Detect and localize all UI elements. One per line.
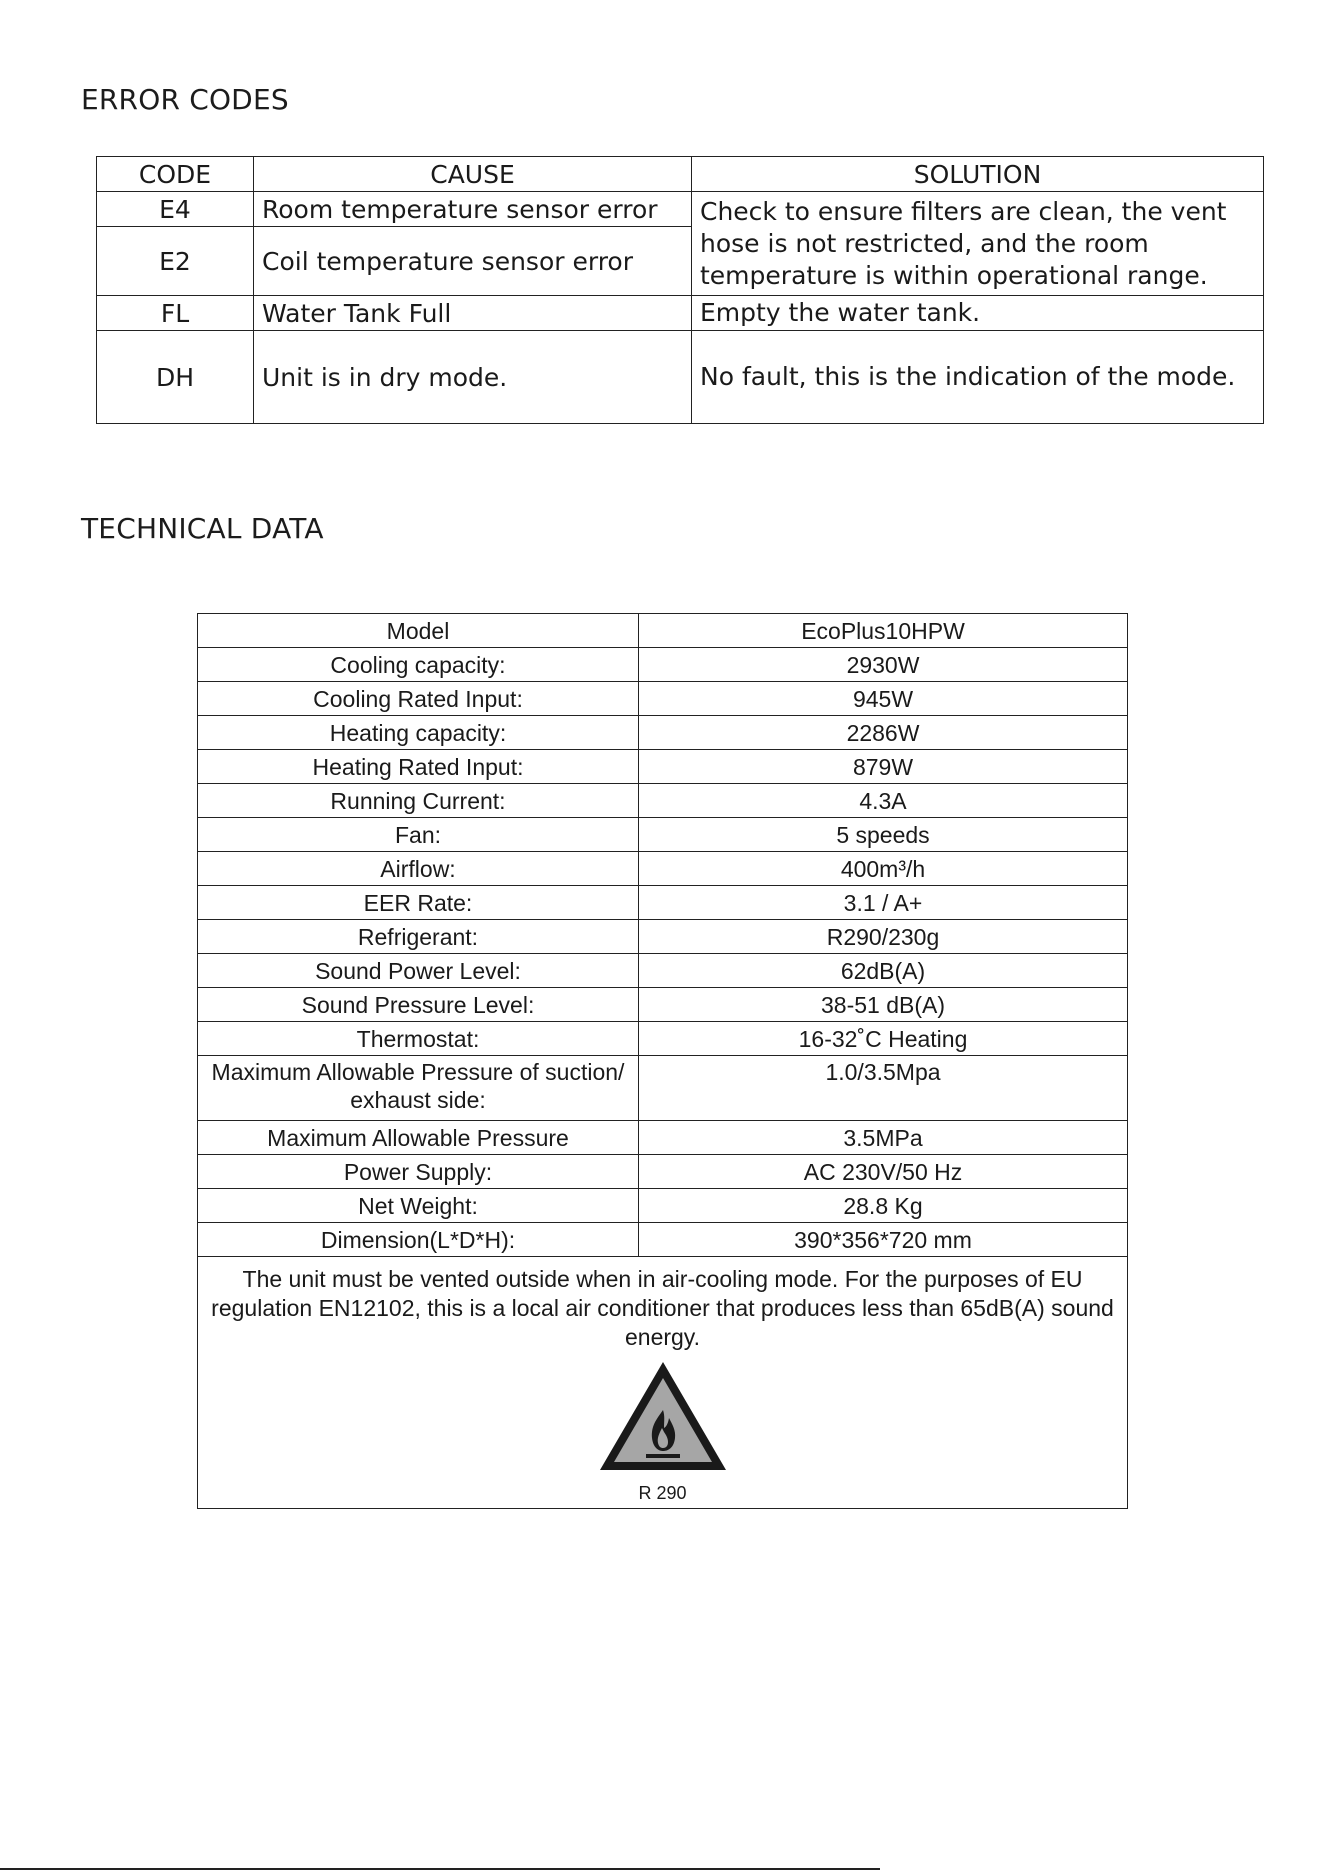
spec-value: 28.8 Kg xyxy=(639,1189,1128,1223)
spec-label: Running Current: xyxy=(198,784,639,818)
technical-data-heading: TECHNICAL DATA xyxy=(81,512,324,545)
code-header: CODE xyxy=(97,157,254,192)
spec-label: Cooling capacity: xyxy=(198,648,639,682)
table-row xyxy=(198,648,1128,682)
table-row xyxy=(198,954,1128,988)
note-cell xyxy=(198,1257,1128,1509)
spec-label: Heating capacity: xyxy=(198,716,639,750)
spec-value: 2286W xyxy=(639,716,1128,750)
spec-value: 2930W xyxy=(639,648,1128,682)
spec-value: 400m³/h xyxy=(639,852,1128,886)
spec-label: Fan: xyxy=(198,818,639,852)
technical-data-table xyxy=(197,613,1128,1509)
spec-label: Airflow: xyxy=(198,852,639,886)
spec-value: 879W xyxy=(639,750,1128,784)
table-row xyxy=(198,1223,1128,1257)
table-header-row xyxy=(97,157,1264,192)
error-code: E4 xyxy=(97,192,254,227)
spec-value: 390*356*720 mm xyxy=(639,1223,1128,1257)
cause-header: CAUSE xyxy=(254,157,692,192)
note-row xyxy=(198,1257,1128,1509)
table-row xyxy=(198,784,1128,818)
table-row xyxy=(198,1056,1128,1121)
footer-divider xyxy=(0,1868,880,1870)
table-row xyxy=(198,1155,1128,1189)
spec-label: Sound Pressure Level: xyxy=(198,988,639,1022)
spec-label: Dimension(L*D*H): xyxy=(198,1223,639,1257)
spec-label: Cooling Rated Input: xyxy=(198,682,639,716)
solution-header: SOLUTION xyxy=(692,157,1264,192)
spec-value: EcoPlus10HPW xyxy=(639,614,1128,648)
spec-value: 5 speeds xyxy=(639,818,1128,852)
spec-label: Model xyxy=(198,614,639,648)
warning-label: R 290 xyxy=(638,1483,687,1503)
error-solution: No fault, this is the indication of the mode. xyxy=(692,331,1264,424)
table-row xyxy=(198,1022,1128,1056)
spec-label: Sound Power Level: xyxy=(198,954,639,988)
table-row xyxy=(198,886,1128,920)
table-row xyxy=(198,818,1128,852)
table-row xyxy=(198,682,1128,716)
table-row xyxy=(198,750,1128,784)
spec-label: EER Rate: xyxy=(198,886,639,920)
table-row xyxy=(198,852,1128,886)
spec-label: Net Weight: xyxy=(198,1189,639,1223)
spec-value: 3.5MPa xyxy=(639,1121,1128,1155)
flammable-warning-icon xyxy=(596,1358,730,1476)
error-cause: Room temperature sensor error xyxy=(254,192,692,227)
table-row xyxy=(198,614,1128,648)
error-codes-table xyxy=(96,156,1264,424)
spec-label: Power Supply: xyxy=(198,1155,639,1189)
spec-value: 4.3A xyxy=(639,784,1128,818)
spec-label: Refrigerant: xyxy=(198,920,639,954)
error-codes-heading: ERROR CODES xyxy=(81,83,289,116)
spec-value: 945W xyxy=(639,682,1128,716)
error-code: FL xyxy=(97,296,254,331)
warning-symbol xyxy=(593,1358,733,1508)
table-row xyxy=(198,920,1128,954)
error-code: E2 xyxy=(97,227,254,296)
vent-note: The unit must be vented outside when in air-cooling mode. For the purposes of EU regulation EN12102, this is a local air conditioner that produces less than 65dB(A) sound energy. xyxy=(211,1266,1114,1350)
error-cause: Unit is in dry mode. xyxy=(254,331,692,424)
error-solution: Check to ensure filters are clean, the vent hose is not restricted, and the room temperature is within operational range. xyxy=(692,192,1264,296)
spec-value: 1.0/3.5Mpa xyxy=(639,1056,1128,1121)
spec-label: Thermostat: xyxy=(198,1022,639,1056)
spec-value: 3.1 / A+ xyxy=(639,886,1128,920)
table-row xyxy=(198,1121,1128,1155)
table-row xyxy=(97,192,1264,227)
error-cause: Water Tank Full xyxy=(254,296,692,331)
spec-value: 38-51 dB(A) xyxy=(639,988,1128,1022)
error-solution: Empty the water tank. xyxy=(692,296,1264,331)
spec-value: R290/230g xyxy=(639,920,1128,954)
spec-label: Maximum Allowable Pressure of suction/ exhaust side: xyxy=(198,1056,639,1121)
table-row xyxy=(198,716,1128,750)
spec-label: Maximum Allowable Pressure xyxy=(198,1121,639,1155)
table-row xyxy=(198,1189,1128,1223)
spec-label: Heating Rated Input: xyxy=(198,750,639,784)
table-row xyxy=(97,331,1264,424)
spec-value: 16-32˚C Heating xyxy=(639,1022,1128,1056)
table-row xyxy=(198,988,1128,1022)
table-row xyxy=(97,296,1264,331)
spec-value: 62dB(A) xyxy=(639,954,1128,988)
error-code: DH xyxy=(97,331,254,424)
error-cause: Coil temperature sensor error xyxy=(254,227,692,296)
spec-value: AC 230V/50 Hz xyxy=(639,1155,1128,1189)
